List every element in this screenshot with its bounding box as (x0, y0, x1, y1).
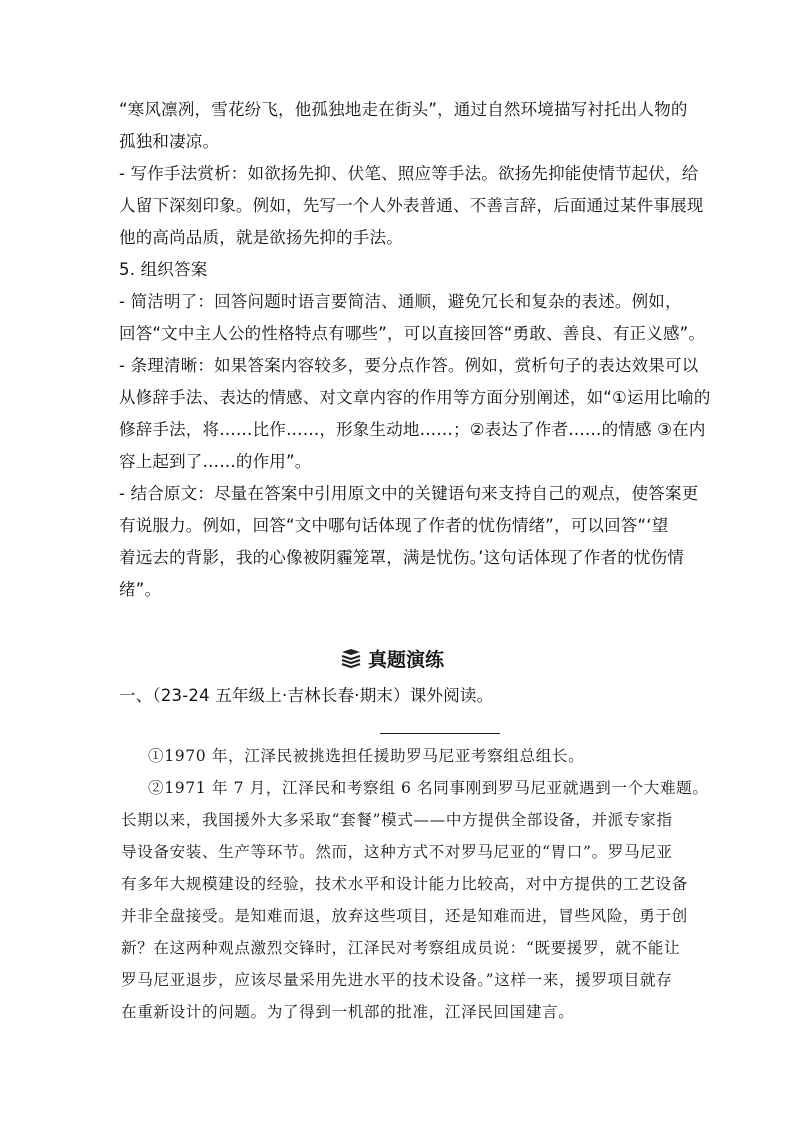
tip-line-16: 绪”。 (119, 580, 162, 599)
heading-organize-answer: 5. 组织答案 (119, 260, 208, 279)
tip-line-15: 着远去的背影，我的心像被阴霾笼罩，满是忧伤。’这句话体现了作者的忧伤情 (119, 548, 684, 567)
tip-line-1: “寒风凛冽，雪花纷飞，他孤独地走在街头”，通过自然环境描写衬托出人物的 (119, 100, 688, 119)
passage-line-4: 导设备安装、生产等环节。然而，这种方式不对罗马尼亚的“胃口”。罗马尼亚 (121, 843, 673, 861)
book-stack-icon (340, 648, 362, 668)
passage-line-2: ②1971 年 7 月，江泽民和考察组 6 名同事刚到罗马尼亚就遇到一个大难题。 (148, 779, 709, 797)
passage-line-7: 新？在这两种观点激烈交锋时，江泽民对考察组成员说：“既要援罗，就不能让 (121, 939, 681, 957)
passage-title-blank (380, 733, 500, 734)
tip-line-4: 人留下深刻印象。例如，先写一个人外表普通、不善言辞，后面通过某件事展现 (119, 196, 704, 215)
passage-line-8: 罗马尼亚退步，应该尽量采用先进水平的技术设备。”这样一来，援罗项目就存 (121, 971, 673, 989)
tip-line-7: - 简洁明了：回答问题时语言要简洁、通顺，避免冗长和复杂的表述。例如， (119, 292, 682, 311)
tip-line-2: 孤独和凄凉。 (119, 132, 220, 151)
passage-line-1: ①1970 年，江泽民被挑选担任援助罗马尼亚考察组总组长。 (148, 747, 585, 765)
tip-line-3: - 写作手法赏析：如欲扬先抑、伏笔、照应等手法。欲扬先抑能使情节起伏，给 (119, 164, 699, 183)
tip-line-14: 有说服力。例如，回答“文中哪句话体现了作者的忧伤情绪”，可以回答“‘望 (119, 516, 669, 535)
question-intro: 一、（23-24 五年级上·吉林长春·期末）课外阅读。 (119, 686, 494, 705)
tip-line-11: 修辞手法，将……比作……，形象生动地……；②表达了作者……的情感 ③在内 (119, 420, 706, 439)
section-title-text: 真题演练 (368, 648, 445, 671)
tip-line-9: - 条理清晰：如果答案内容较多，要分点作答。例如，赏析句子的表达效果可以 (119, 356, 699, 375)
passage-line-6: 并非全盘接受。是知难而退，放弃这些项目，还是知难而进，冒些风险，勇于创 (121, 907, 688, 925)
tip-line-12: 容上起到了……的作用”。 (119, 452, 312, 471)
tip-line-8: 回答“文中主人公的性格特点有哪些”，可以直接回答“勇敢、善良、有正义感”。 (119, 324, 706, 343)
tip-line-5: 他的高尚品质，就是欲扬先抑的手法。 (119, 228, 403, 247)
section-title (340, 644, 444, 672)
tip-line-13: - 结合原文：尽量在答案中引用原文中的关键语句来支持自己的观点，使答案更 (119, 484, 699, 503)
passage-line-3: 长期以来，我国援外大多采取“套餐”模式——中方提供全部设备，并派专家指 (121, 811, 673, 829)
passage-line-5: 有多年大规模建设的经验，技术水平和设计能力比较高，对中方提供的工艺设备 (121, 875, 688, 893)
tip-line-10: 从修辞手法、表达的情感、对文章内容的作用等方面分别阐述，如“①运用比喻的 (119, 388, 711, 407)
passage-line-9: 在重新设计的问题。为了得到一机部的批准，江泽民回国建言。 (121, 1003, 575, 1021)
